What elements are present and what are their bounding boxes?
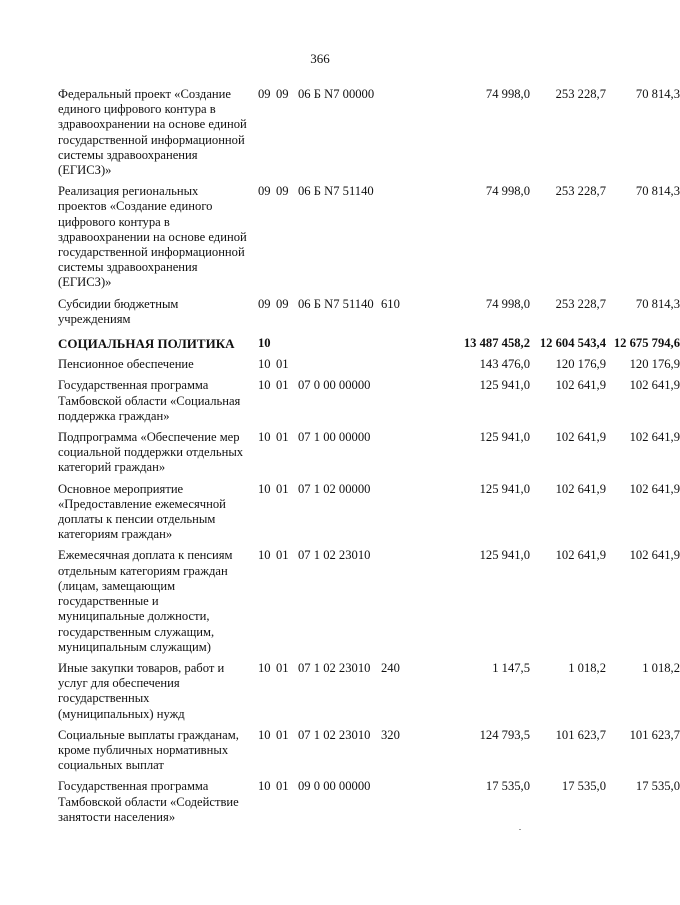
subsection-code: 09	[276, 87, 289, 101]
target-article-code: 07 1 02 23010	[298, 548, 371, 563]
section-code: 10	[258, 336, 271, 351]
section-code: 10	[258, 660, 271, 675]
row-name: Государственная программа Тамбовской области «Содействие занятости населения»	[58, 779, 239, 824]
target-article-code: 07 1 02 00000	[298, 481, 371, 496]
section-code: 10	[258, 481, 271, 496]
table-row	[58, 660, 680, 728]
amount-year-2: 102 641,9	[555, 481, 606, 496]
page-number: 366	[310, 51, 330, 66]
amount-year-2: 253 228,7	[555, 87, 606, 101]
section-code: 10	[258, 727, 271, 742]
amount-year-1: 125 941,0	[479, 430, 530, 445]
row-name: Подпрограмма «Обеспечение мер социальной поддержки отдельных категорий граждан»	[58, 430, 244, 475]
amount-year-3: 70 814,3	[635, 296, 680, 311]
target-article-code: 06 Б N7 00000	[298, 87, 375, 101]
subsection-code: 01	[276, 357, 289, 372]
row-name: Реализация региональных проектов «Создание единого цифрового контура в здравоохранении на основе единой государственной информационной системы здравоохранения (ЕГИСЗ)»	[58, 184, 247, 290]
amount-year-3: 1 018,2	[642, 660, 680, 675]
section-code: 10	[258, 430, 271, 445]
expense-type-code: 320	[381, 727, 400, 742]
section-code: 09	[258, 184, 271, 199]
target-article-code: 06 Б N7 51140	[298, 296, 374, 311]
table-row	[58, 357, 680, 378]
amount-year-3: 12 675 794,6	[613, 336, 680, 351]
table-row	[58, 184, 680, 296]
amount-year-3: 102 641,9	[629, 378, 680, 393]
target-article-code: 07 0 00 00000	[298, 378, 371, 393]
amount-year-3: 120 176,9	[629, 357, 680, 372]
amount-year-1: 125 941,0	[479, 548, 530, 563]
amount-year-2: 253 228,7	[555, 184, 606, 199]
subsection-code: 01	[276, 660, 289, 675]
target-article-code: 07 1 02 23010	[298, 660, 371, 675]
table-row	[58, 548, 680, 660]
subsection-code: 01	[276, 430, 289, 445]
section-code: 10	[258, 378, 271, 393]
subsection-code: 01	[276, 727, 289, 742]
row-name: Ежемесячная доплата к пенсиям отдельным категориям граждан (лицам, замещающим государственные и муниципальные должности, государственным служащим, муниципальным служащим)	[58, 548, 233, 654]
subsection-code: 09	[276, 184, 289, 199]
amount-year-2: 17 535,0	[561, 779, 606, 794]
amount-year-1: 1 147,5	[492, 660, 530, 675]
section-code: 10	[258, 548, 271, 563]
row-name: Федеральный проект «Создание единого цифрового контура в здравоохранении на основе единой государственной информационной системы здравоохранения (ЕГИСЗ)»	[58, 87, 247, 178]
amount-year-2: 12 604 543,4	[539, 336, 606, 351]
table-row	[58, 430, 680, 482]
amount-year-3: 102 641,9	[629, 430, 680, 445]
target-article-code: 07 1 02 23010	[298, 727, 371, 742]
amount-year-3: 70 814,3	[635, 184, 680, 199]
amount-year-3: 102 641,9	[629, 548, 680, 563]
section-code: 09	[258, 296, 271, 311]
amount-year-2: 102 641,9	[555, 430, 606, 445]
amount-year-2: 253 228,7	[555, 296, 606, 311]
amount-year-2: 1 018,2	[568, 660, 606, 675]
section-code: 10	[258, 779, 271, 794]
section-code: 10	[258, 357, 271, 372]
section-heading: СОЦИАЛЬНАЯ ПОЛИТИКА	[58, 336, 235, 352]
subsection-code: 09	[276, 296, 289, 311]
amount-year-3: 101 623,7	[629, 727, 680, 742]
row-name: Основное мероприятие «Предоставление ежемесячной доплаты к пенсии отдельным категориям граждан»	[58, 481, 226, 542]
subsection-code: 01	[276, 779, 289, 794]
target-article-code: 09 0 00 00000	[298, 779, 371, 794]
amount-year-1: 124 793,5	[479, 727, 530, 742]
amount-year-1: 13 487 458,2	[463, 336, 530, 351]
subsection-code: 01	[276, 481, 289, 496]
budget-table	[58, 87, 680, 831]
table-row	[58, 727, 680, 780]
amount-year-1: 74 998,0	[485, 184, 530, 199]
amount-year-3: 70 814,3	[635, 87, 680, 101]
target-article-code: 07 1 00 00000	[298, 430, 371, 445]
amount-year-3: 102 641,9	[629, 481, 680, 496]
amount-year-3: 17 535,0	[635, 779, 680, 794]
table-row	[58, 378, 680, 430]
row-name: Социальные выплаты гражданам, кроме публичных нормативных социальных выплат	[58, 727, 239, 773]
amount-year-2: 102 641,9	[555, 548, 606, 563]
amount-year-2: 120 176,9	[555, 357, 606, 372]
table-row	[58, 87, 680, 184]
amount-year-2: 101 623,7	[555, 727, 606, 742]
target-article-code: 06 Б N7 51140	[298, 184, 374, 199]
expense-type-code: 610	[381, 296, 400, 311]
amount-year-1: 17 535,0	[485, 779, 530, 794]
amount-year-1: 74 998,0	[485, 87, 530, 101]
table-row-section-heading	[58, 336, 680, 357]
expense-type-code: 240	[381, 660, 400, 675]
section-code: 09	[258, 87, 271, 101]
subsection-code: 01	[276, 548, 289, 563]
subsection-code: 01	[276, 378, 289, 393]
row-name: Иные закупки товаров, работ и услуг для обеспечения государственных (муниципальных) нужд	[58, 660, 225, 721]
table-row	[58, 296, 680, 333]
amount-year-1: 143 476,0	[479, 357, 530, 372]
table-row	[58, 779, 680, 831]
row-name: Субсидии бюджетным учреждениям	[58, 296, 179, 326]
amount-year-2: 102 641,9	[555, 378, 606, 393]
amount-year-1: 74 998,0	[485, 296, 530, 311]
table-row	[58, 481, 680, 549]
amount-year-1: 125 941,0	[479, 481, 530, 496]
row-name: Пенсионное обеспечение	[58, 357, 194, 372]
amount-year-1: 125 941,0	[479, 378, 530, 393]
scan-speck	[519, 829, 521, 830]
row-name: Государственная программа Тамбовской области «Социальная поддержка граждан»	[58, 378, 241, 423]
